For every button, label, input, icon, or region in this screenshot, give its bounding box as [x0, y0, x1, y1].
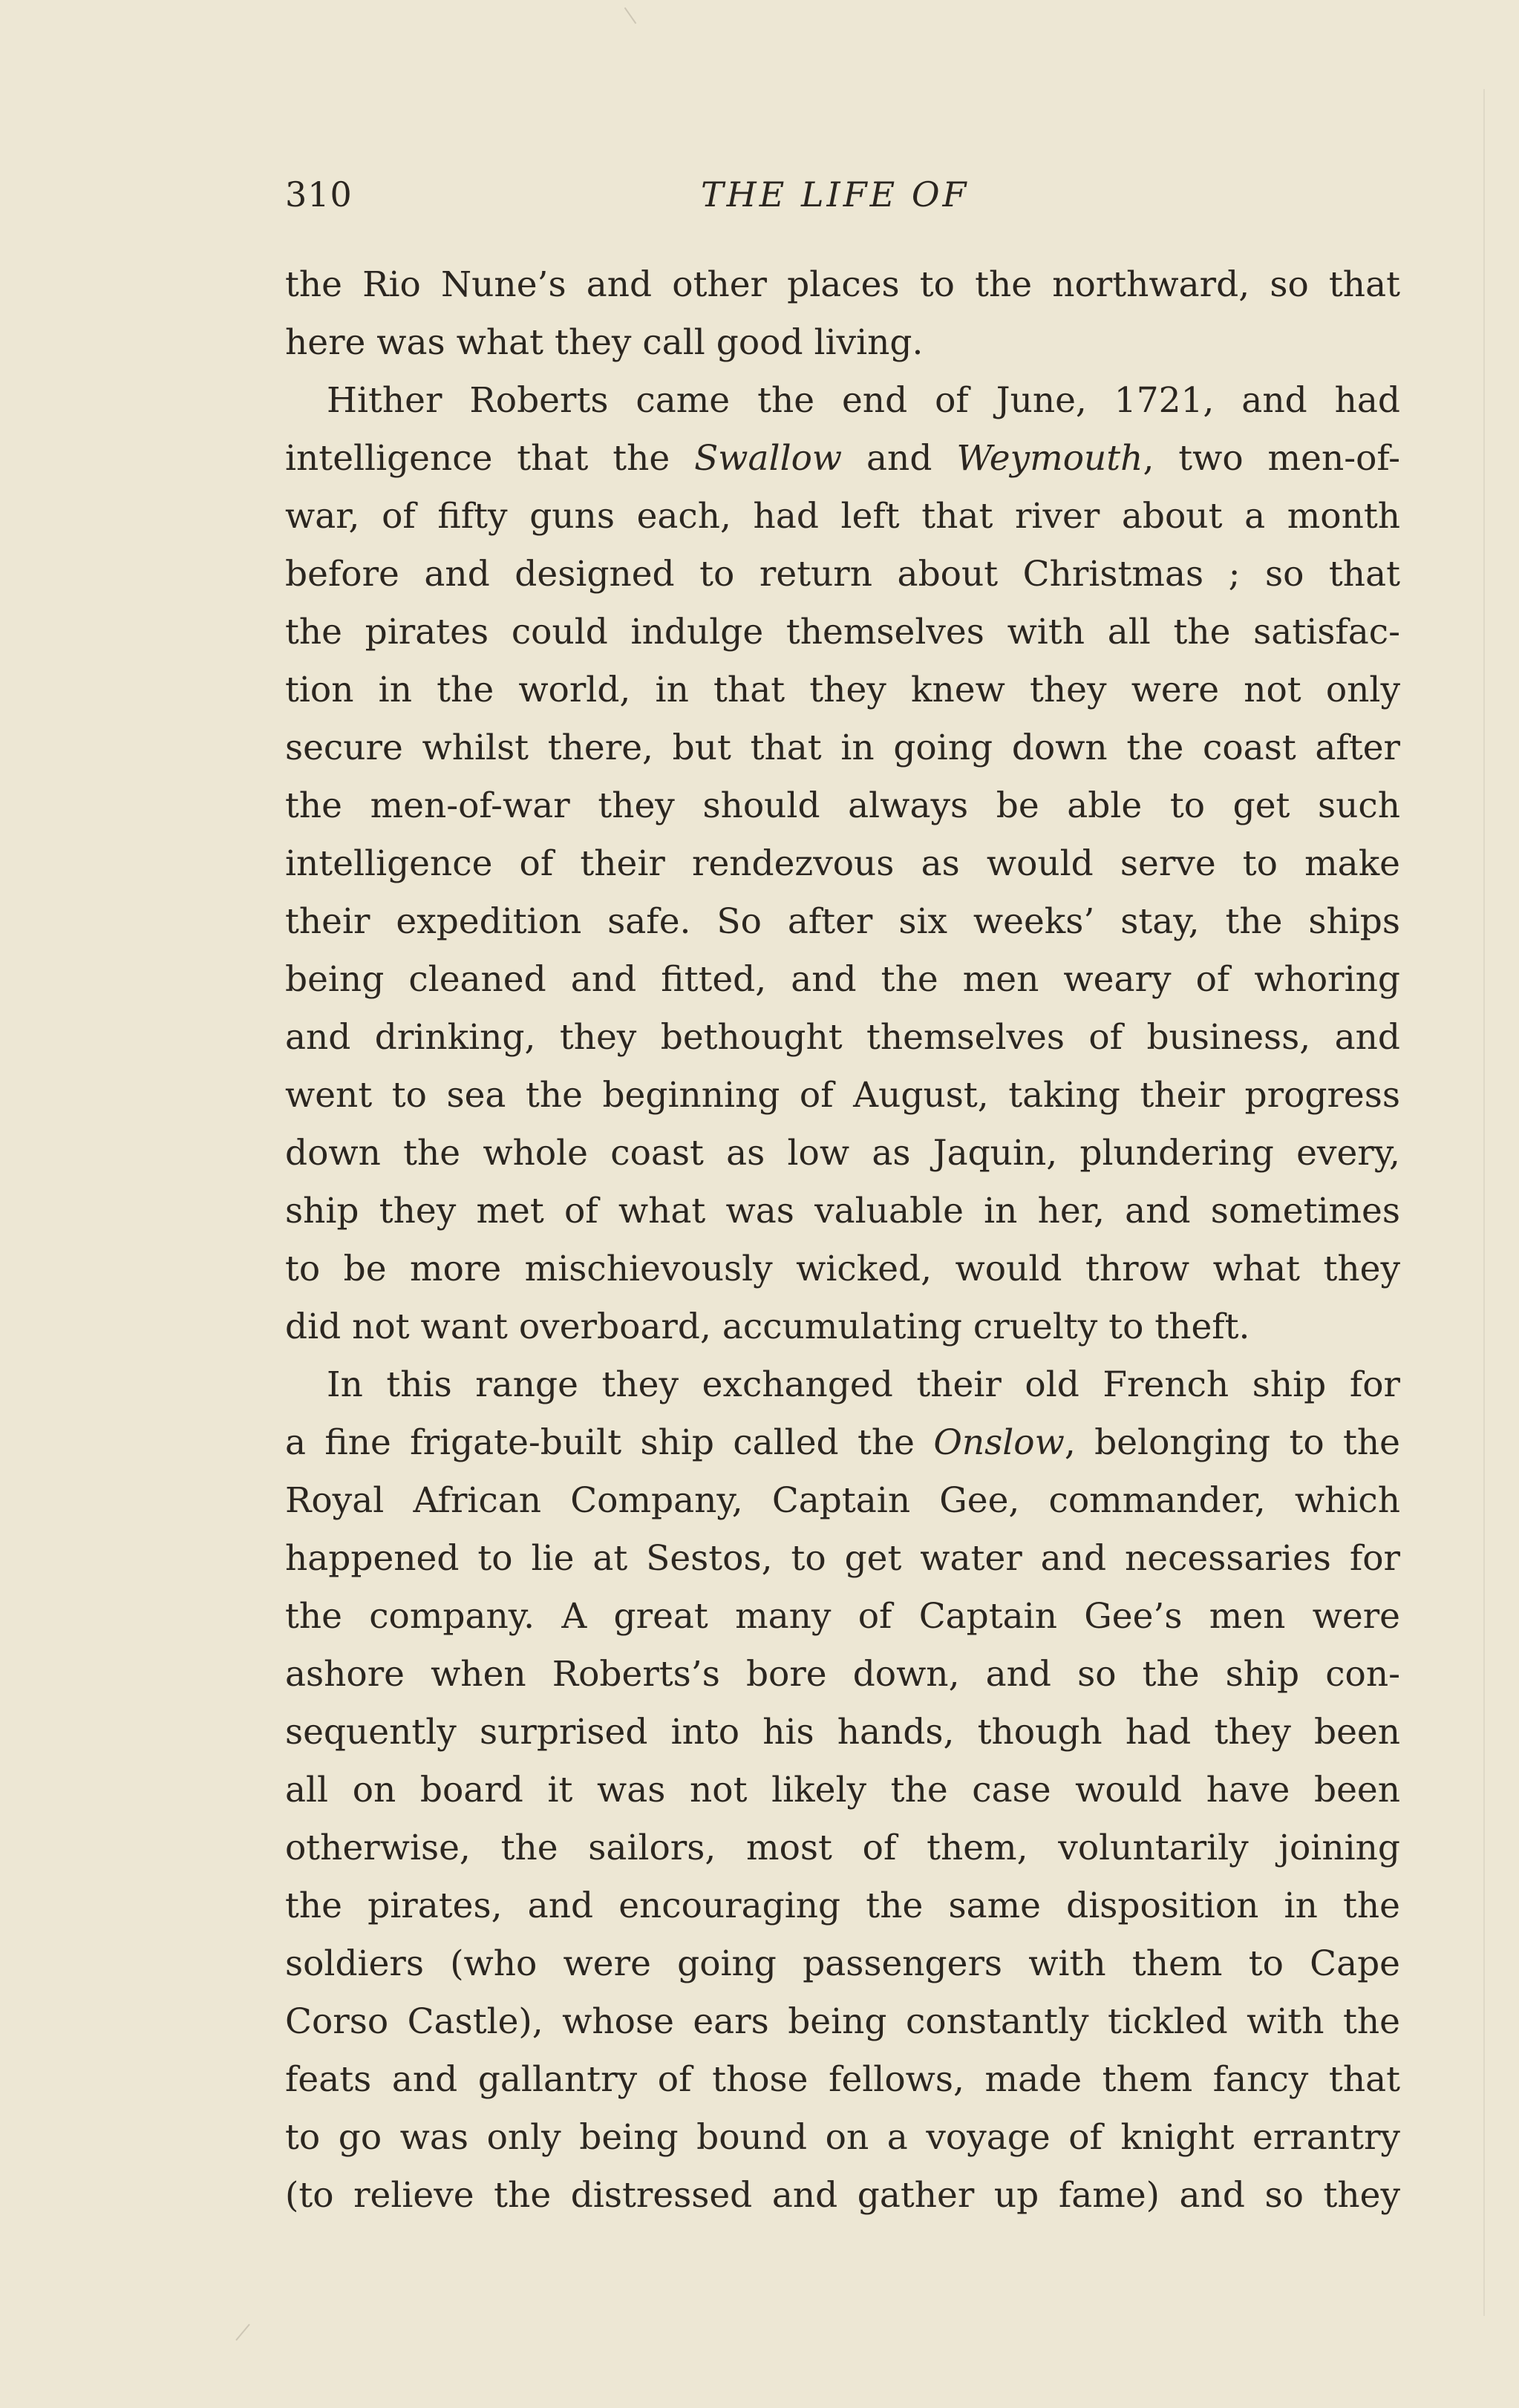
text-line: to be more mischievously wicked, would throw what they	[285, 1249, 1400, 1289]
text-line: Hither Roberts came the end of June, 1721, and had	[327, 380, 1400, 421]
text-line: and drinking, they bethought themselves of business, and	[285, 1017, 1400, 1058]
text-line: ship they met of what was valuable in her, and sometimes	[285, 1191, 1400, 1231]
text-line: down the whole coast as low as Jaquin, plundering every,	[285, 1133, 1400, 1174]
text-line: otherwise, the sailors, most of them, voluntarily joining	[285, 1828, 1400, 1868]
text-line: ashore when Roberts’s bore down, and so the ship con-	[285, 1654, 1400, 1695]
text-line: here was what they call good living.	[285, 322, 924, 363]
text-line: being cleaned and fitted, and the men weary of whoring	[285, 959, 1400, 1000]
text-segment: a fine frigate-built ship called the	[285, 1422, 915, 1463]
text-line	[285, 1414, 1400, 1472]
ship-name-weymouth: Weymouth	[956, 438, 1143, 479]
text-line: tion in the world, in that they knew they were not only	[285, 670, 1400, 710]
running-head	[285, 174, 1399, 226]
text-line: intelligence of their rendezvous as would serve to make	[285, 843, 1400, 884]
text-segment: and	[866, 438, 932, 479]
text-line: their expedition safe. So after six weeks’ stay, the ships	[285, 901, 1400, 942]
ship-name-onslow: Onslow	[933, 1422, 1065, 1463]
text-line: soldiers (who were going passengers with them to Cape	[285, 1943, 1400, 1984]
text-line: the men-of-war they should always be able to get such	[285, 785, 1400, 826]
text-line: sequently surprised into his hands, though had they been	[285, 1712, 1400, 1753]
text-line: before and designed to return about Christmas ; so that	[285, 554, 1400, 595]
paper-mark	[1483, 89, 1485, 2316]
text-line: Corso Castle), whose ears being constantly tickled with the	[285, 2001, 1400, 2042]
text-line: feats and gallantry of those fellows, made them fancy that	[285, 2059, 1400, 2100]
text-line: the company. A great many of Captain Gee’s men were	[285, 1596, 1400, 1637]
text-line: Royal African Company, Captain Gee, commander, which	[285, 1480, 1400, 1521]
text-line: (to relieve the distressed and gather up fame) and so they	[285, 2175, 1400, 2216]
text-line: the pirates, and encouraging the same disposition in the	[285, 1885, 1400, 1926]
body-text	[285, 256, 1400, 2225]
page-number: 310	[285, 174, 353, 215]
text-segment: intelligence that the	[285, 438, 670, 479]
running-title: THE LIFE OF	[701, 174, 970, 215]
text-line: war, of fifty guns each, had left that river about a month	[285, 496, 1400, 537]
text-line: happened to lie at Sestos, to get water and necessaries for	[285, 1538, 1400, 1579]
text-line: to go was only being bound on a voyage of knight errantry	[285, 2117, 1400, 2158]
text-segment: , belonging to the	[1064, 1422, 1400, 1463]
paper-mark	[235, 2324, 250, 2341]
text-line: the pirates could indulge themselves with all the satisfac-	[285, 612, 1400, 652]
text-line	[285, 430, 1400, 488]
text-line: went to sea the beginning of August, taking their progress	[285, 1075, 1400, 1116]
text-line: the Rio Nune’s and other places to the northward, so that	[285, 264, 1400, 305]
text-line: did not want overboard, accumulating cruelty to theft.	[285, 1306, 1250, 1347]
text-line: In this range they exchanged their old French ship for	[327, 1364, 1400, 1405]
text-line: all on board it was not likely the case would have been	[285, 1770, 1400, 1810]
paper-mark	[624, 7, 637, 24]
ship-name-swallow: Swallow	[694, 438, 843, 479]
text-line: secure whilst there, but that in going down the coast after	[285, 727, 1400, 768]
text-segment: , two men-of-	[1143, 438, 1400, 479]
